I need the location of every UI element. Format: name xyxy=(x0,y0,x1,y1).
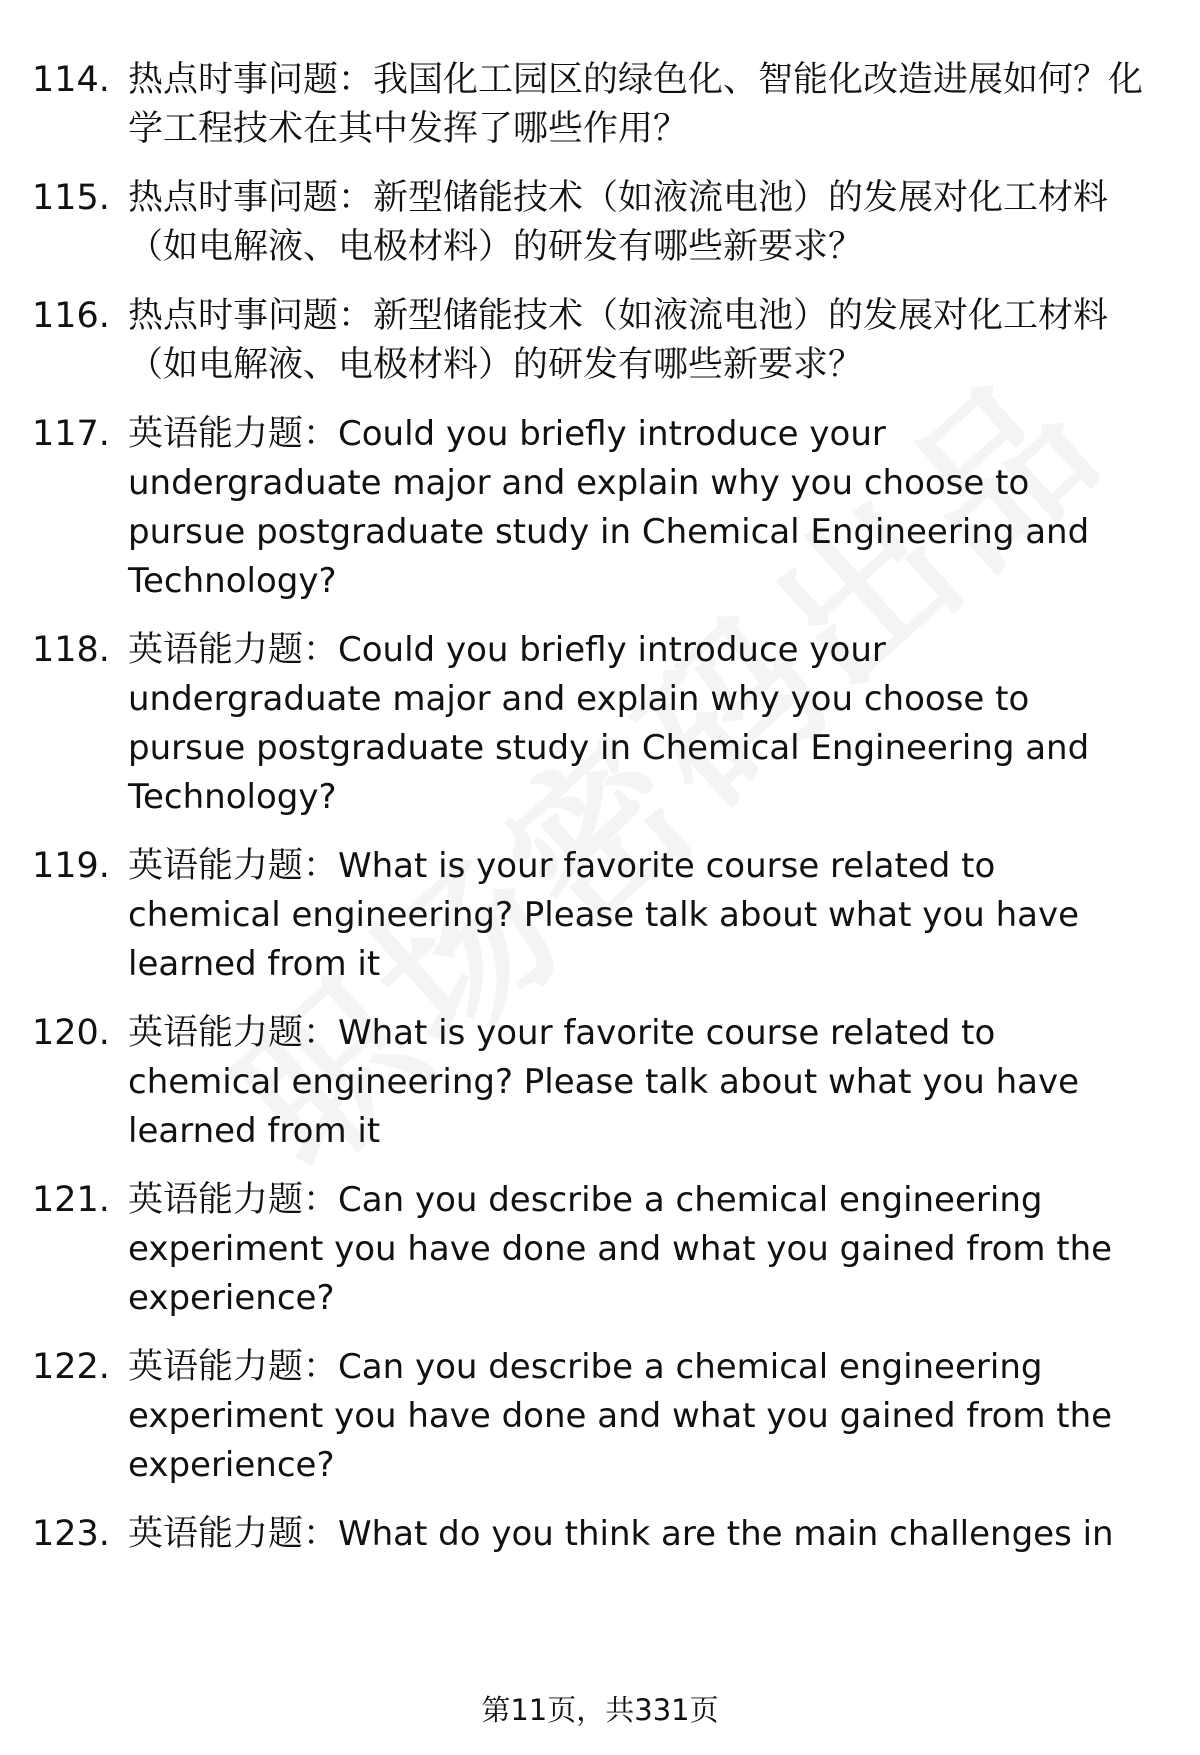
question-body xyxy=(128,410,1152,606)
question-category: 英语能力题： xyxy=(128,1180,339,1220)
question-number: 116. xyxy=(32,296,110,336)
question-category: 英语能力题： xyxy=(128,630,339,670)
question-body xyxy=(128,56,1152,154)
question-category: 英语能力题： xyxy=(128,1514,339,1554)
question-text: What is your favorite course related to chemical engineering? Please talk about what you have learned from it xyxy=(128,846,1079,984)
question-number: 120. xyxy=(32,1013,110,1053)
question-item xyxy=(32,1176,1152,1323)
question-text: 新型储能技术（如液流电池）的发展对化工材料（如电解液、电极材料）的研发有哪些新要求？ xyxy=(128,178,1109,267)
question-item xyxy=(32,626,1152,822)
question-text: Could you briefly introduce your undergraduate major and explain why you choose to pursue postgraduate study in Chemical Engineering and Technology? xyxy=(128,414,1090,601)
question-number: 115. xyxy=(32,178,110,218)
question-body xyxy=(128,292,1152,390)
question-item xyxy=(32,56,1152,154)
question-body xyxy=(128,842,1152,989)
question-category: 热点时事问题： xyxy=(128,178,374,218)
question-category: 英语能力题： xyxy=(128,1013,339,1053)
question-list xyxy=(32,56,1152,1579)
question-body xyxy=(128,1343,1152,1490)
question-number: 114. xyxy=(32,60,110,100)
question-item xyxy=(32,842,1152,989)
question-body xyxy=(128,1176,1152,1323)
question-item xyxy=(32,292,1152,390)
question-category: 热点时事问题： xyxy=(128,296,374,336)
question-body xyxy=(128,1009,1152,1156)
question-item xyxy=(32,1343,1152,1490)
question-number: 119. xyxy=(32,846,110,886)
question-item xyxy=(32,174,1152,272)
question-number: 117. xyxy=(32,414,110,454)
question-number: 123. xyxy=(32,1514,110,1554)
question-item xyxy=(32,1510,1152,1559)
question-body xyxy=(128,1510,1152,1559)
question-number: 122. xyxy=(32,1347,110,1387)
question-text: What do you think are the main challenges in xyxy=(338,1514,1114,1554)
page-footer: 第11页，共331页 xyxy=(0,1690,1200,1730)
question-body xyxy=(128,626,1152,822)
question-text: Can you describe a chemical engineering experiment you have done and what you gained from the experience? xyxy=(128,1347,1113,1485)
question-text: 新型储能技术（如液流电池）的发展对化工材料（如电解液、电极材料）的研发有哪些新要求？ xyxy=(128,296,1109,385)
question-text: Could you briefly introduce your undergraduate major and explain why you choose to pursue postgraduate study in Chemical Engineering and Technology? xyxy=(128,630,1090,817)
question-text: Can you describe a chemical engineering experiment you have done and what you gained from the experience? xyxy=(128,1180,1113,1318)
question-number: 121. xyxy=(32,1180,110,1220)
question-item xyxy=(32,410,1152,606)
question-category: 英语能力题： xyxy=(128,414,339,454)
question-body xyxy=(128,174,1152,272)
question-number: 118. xyxy=(32,630,110,670)
question-category: 热点时事问题： xyxy=(128,60,374,100)
question-category: 英语能力题： xyxy=(128,846,339,886)
question-category: 英语能力题： xyxy=(128,1347,339,1387)
question-text: 我国化工园区的绿色化、智能化改造进展如何？化学工程技术在其中发挥了哪些作用？ xyxy=(128,60,1144,149)
question-text: What is your favorite course related to chemical engineering? Please talk about what you have learned from it xyxy=(128,1013,1079,1151)
question-item xyxy=(32,1009,1152,1156)
